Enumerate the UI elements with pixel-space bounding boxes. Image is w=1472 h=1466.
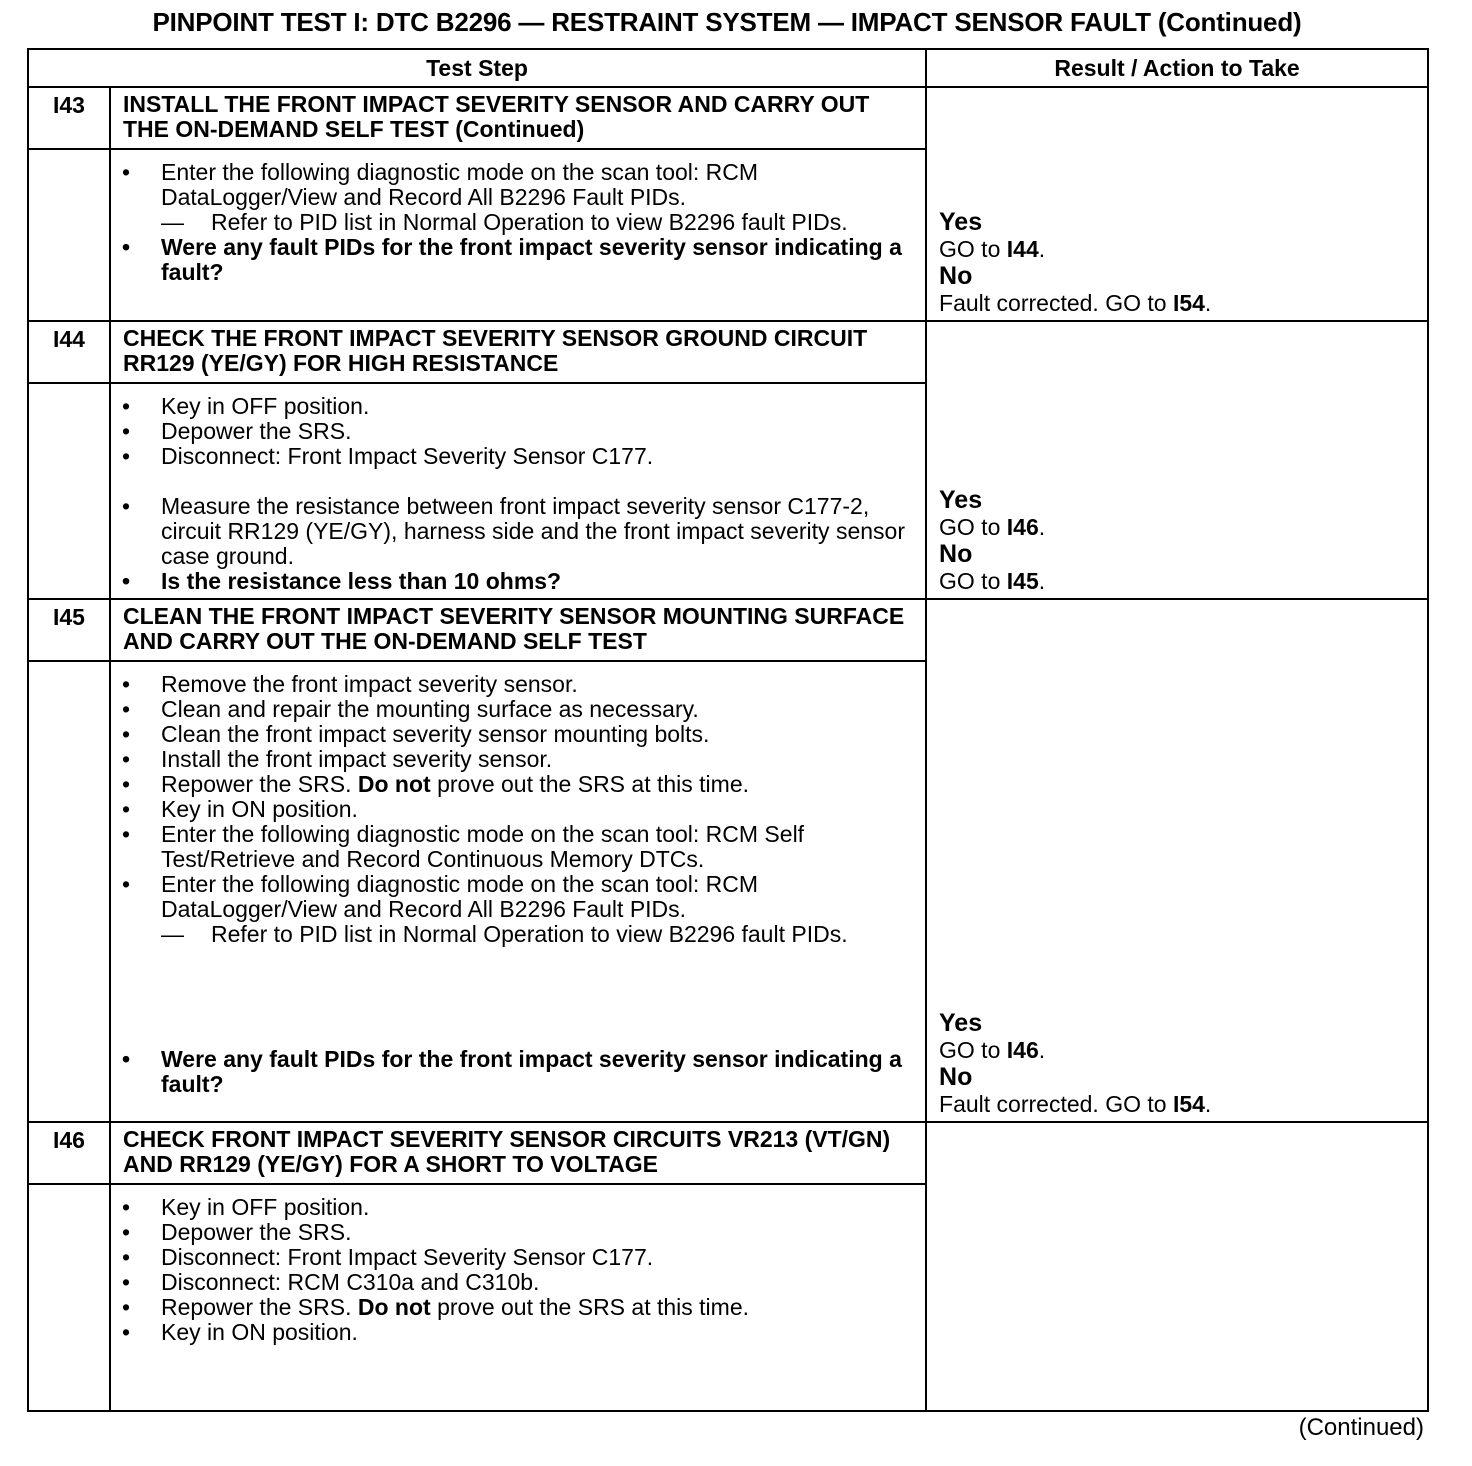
list-item: • Remove the front impact severity sensor.: [29, 672, 917, 697]
page-title: PINPOINT TEST I: DTC B2296 — RESTRAINT SYSTEM — IMPACT SENSOR FAULT (Continued): [152, 7, 1302, 37]
list-item: • Repower the SRS. Do not prove out the SRS at this time.: [29, 1295, 917, 1320]
list-item: • Depower the SRS.: [29, 419, 917, 444]
step-id: I46: [28, 1122, 110, 1184]
step-id: I44: [28, 321, 110, 383]
list-item: • Disconnect: Front Impact Severity Sensor C177.: [29, 1245, 917, 1270]
no-action: Fault corrected. GO to I54.: [939, 290, 1212, 316]
list-item: • Enter the following diagnostic mode on the scan tool: RCM DataLogger/View and Record All B2296 Fault PIDs. — Refer to PID list in Normal Operation to view B2296 fault PIDs.: [29, 872, 917, 947]
list-item: • Key in ON position.: [29, 797, 917, 822]
yes-action: GO to I44.: [939, 236, 1046, 262]
list-item: • Repower the SRS. Do not prove out the SRS at this time.: [29, 772, 917, 797]
step-i46-heading-row: [28, 1122, 1428, 1184]
list-item: • Key in OFF position.: [29, 394, 917, 419]
sub-item: — Refer to PID list in Normal Operation to view B2296 fault PIDs.: [161, 922, 917, 947]
step-ref-link[interactable]: I45: [1006, 568, 1039, 594]
list-item: • Key in OFF position.: [29, 1195, 917, 1220]
step-heading: CHECK FRONT IMPACT SEVERITY SENSOR CIRCUITS VR213 (VT/GN) AND RR129 (YE/GY) FOR A SHORT TO VOLTAGE: [110, 1122, 926, 1184]
list-item: • Clean the front impact severity sensor mounting bolts.: [29, 722, 917, 747]
step-i43-list: [29, 160, 917, 285]
step-id: I45: [28, 599, 110, 661]
question-item: • Were any fault PIDs for the front impact severity sensor indicating a fault?: [29, 1047, 917, 1097]
pinpoint-test-table: [27, 48, 1429, 1412]
step-i44-list: [29, 394, 917, 594]
continued-note: (Continued): [1298, 1414, 1424, 1441]
list-item: • Disconnect: Front Impact Severity Sensor C177.: [29, 444, 917, 469]
step-i45-list: [29, 672, 917, 1097]
step-ref-link[interactable]: I54: [1172, 290, 1205, 316]
yes-label: Yes: [939, 486, 983, 514]
step-i46-result: [926, 1122, 1428, 1411]
no-action: GO to I45.: [939, 568, 1046, 594]
step-i43-heading-row: [28, 87, 1428, 149]
no-action: Fault corrected. GO to I54.: [939, 1091, 1212, 1117]
list-item: • Enter the following diagnostic mode on the scan tool: RCM DataLogger/View and Record All B2296 Fault PIDs. — Refer to PID list in Normal Operation to view B2296 fault PIDs.: [29, 160, 917, 235]
list-item: • Install the front impact severity sensor.: [29, 747, 917, 772]
list-item: • Key in ON position.: [29, 1320, 917, 1345]
step-heading: INSTALL THE FRONT IMPACT SEVERITY SENSOR AND CARRY OUT THE ON-DEMAND SELF TEST (Continued): [110, 87, 926, 149]
yes-action: GO to I46.: [939, 514, 1046, 540]
header-test-step: Test Step: [28, 49, 926, 87]
list-item: • Enter the following diagnostic mode on the scan tool: RCM Self Test/Retrieve and Record Continuous Memory DTCs.: [29, 822, 917, 872]
list-item: • Depower the SRS.: [29, 1220, 917, 1245]
yes-label: Yes: [939, 1009, 983, 1037]
list-item: • Disconnect: RCM C310a and C310b.: [29, 1270, 917, 1295]
no-label: No: [939, 1063, 973, 1091]
step-ref-link[interactable]: I46: [1006, 514, 1039, 540]
yes-action: GO to I46.: [939, 1037, 1046, 1063]
list-item: • Measure the resistance between front impact severity sensor C177-2, circuit RR129 (YE/GY), harness side and the front impact severity sensor case ground.: [29, 494, 917, 569]
list-item: • Clean and repair the mounting surface as necessary.: [29, 697, 917, 722]
yes-label: Yes: [939, 208, 983, 236]
step-ref-link[interactable]: I46: [1006, 1037, 1039, 1063]
sub-item: — Refer to PID list in Normal Operation to view B2296 fault PIDs.: [161, 210, 917, 235]
step-i43-result: [926, 87, 1428, 321]
step-i45-heading-row: [28, 599, 1428, 661]
step-ref-link[interactable]: I44: [1006, 236, 1039, 262]
step-id: I43: [28, 87, 110, 149]
step-heading: CLEAN THE FRONT IMPACT SEVERITY SENSOR MOUNTING SURFACE AND CARRY OUT THE ON-DEMAND SELF TEST: [110, 599, 926, 661]
step-ref-link[interactable]: I54: [1172, 1091, 1205, 1117]
step-i44-heading-row: [28, 321, 1428, 383]
question-item: • Were any fault PIDs for the front impact severity sensor indicating a fault?: [29, 235, 917, 285]
header-result: Result / Action to Take: [926, 49, 1428, 87]
table-header-row: [28, 49, 1428, 87]
question-item: • Is the resistance less than 10 ohms?: [29, 569, 917, 594]
step-i44-result: [926, 321, 1428, 599]
step-i46-list: [29, 1195, 917, 1345]
no-label: No: [939, 262, 973, 290]
step-i45-result: [926, 599, 1428, 1122]
no-label: No: [939, 540, 973, 568]
step-heading: CHECK THE FRONT IMPACT SEVERITY SENSOR GROUND CIRCUIT RR129 (YE/GY) FOR HIGH RESISTANCE: [110, 321, 926, 383]
